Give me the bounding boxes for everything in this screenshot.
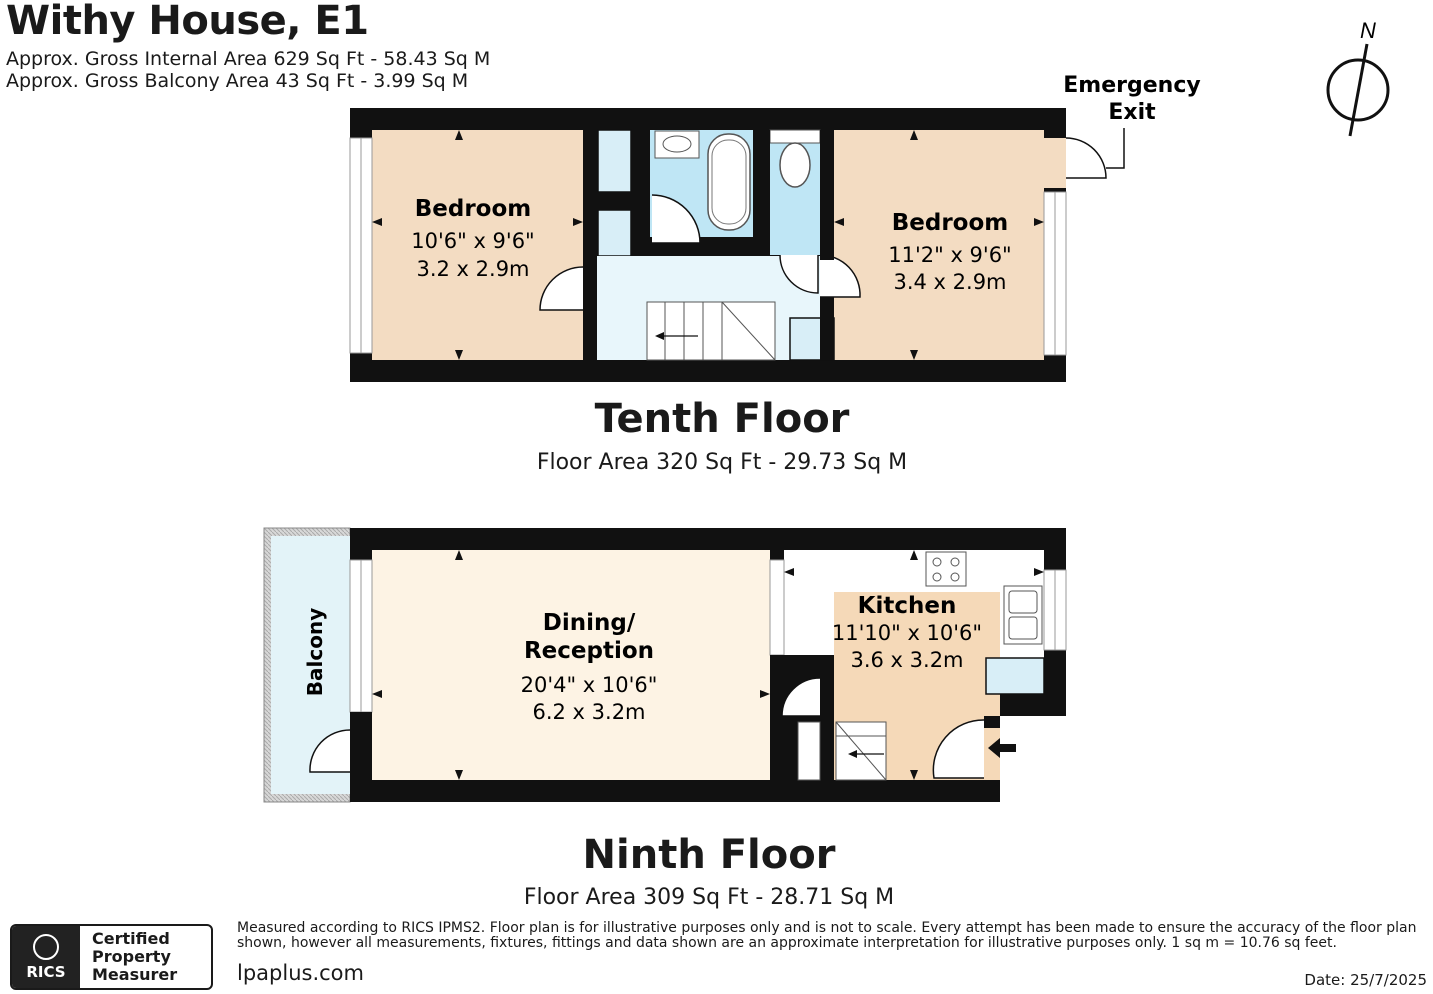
tenth-floor-plan <box>350 73 1201 382</box>
dining-imperial: 20'4" x 10'6" <box>520 673 658 697</box>
cert-line-3: Measurer <box>92 965 178 984</box>
dining-label-line2: Reception <box>523 638 655 664</box>
plan-date: Date: 25/7/2025 <box>1304 971 1427 989</box>
cert-line-2: Property <box>92 947 171 966</box>
emergency-exit-label-2: Exit <box>1108 100 1156 125</box>
ninth-floor-title: Ninth Floor <box>582 832 836 878</box>
bedroom-1-imperial: 10'6" x 9'6" <box>411 229 535 253</box>
kitchen-imperial: 11'10" x 10'6" <box>831 621 983 645</box>
disclaimer: Measured according to RICS IPMS2. Floor plan is for illustrative purposes only and is not to scale. Every attempt has been made to ensure the accuracy of the floor plan shown, however all measurements, fixtures, fittings and data shown are an approximate interpretation for illustrative purposes only. 1 sq m = 10.76 sq feet. <box>237 920 1417 951</box>
emergency-exit-label-1: Emergency <box>1063 73 1201 98</box>
tenth-floor-title: Tenth Floor <box>594 396 850 442</box>
compass-icon <box>1328 18 1388 136</box>
rics-logo <box>12 926 80 988</box>
bedroom-2-metric: 3.4 x 2.9m <box>893 270 1007 294</box>
rics-certified-badge <box>10 924 213 990</box>
compass-north-label: N <box>1360 18 1376 43</box>
dining-reception-area <box>372 550 770 780</box>
ninth-floor-plan <box>264 528 1066 802</box>
dining-metric: 6.2 x 3.2m <box>532 700 646 724</box>
bedroom-1-metric: 3.2 x 2.9m <box>416 257 530 281</box>
balcony-label: Balcony <box>303 607 327 697</box>
bedroom-1-name: Bedroom <box>414 196 532 222</box>
kitchen-name: Kitchen <box>857 593 957 619</box>
dining-label-line1: Dining/ <box>542 610 636 636</box>
ninth-floor-area: Floor Area 309 Sq Ft - 28.71 Sq M <box>523 885 895 910</box>
bedroom-2-imperial: 11'2" x 9'6" <box>888 243 1012 267</box>
website-link[interactable]: lpaplus.com <box>237 961 364 985</box>
plan-title: Withy House, E1 <box>6 0 369 44</box>
gross-internal-area: Approx. Gross Internal Area 629 Sq Ft - 58.43 Sq M <box>6 48 491 70</box>
cert-line-1: Certified <box>92 929 170 948</box>
gross-balcony-area: Approx. Gross Balcony Area 43 Sq Ft - 3.99 Sq M <box>6 70 469 92</box>
kitchen-metric: 3.6 x 3.2m <box>850 648 964 672</box>
rics-lion-icon <box>33 934 59 960</box>
certified-property-measurer <box>80 926 177 988</box>
tenth-floor-area: Floor Area 320 Sq Ft - 29.73 Sq M <box>536 450 908 475</box>
bedroom-2-name: Bedroom <box>891 210 1009 236</box>
rics-logo-text: RICS <box>26 962 66 981</box>
